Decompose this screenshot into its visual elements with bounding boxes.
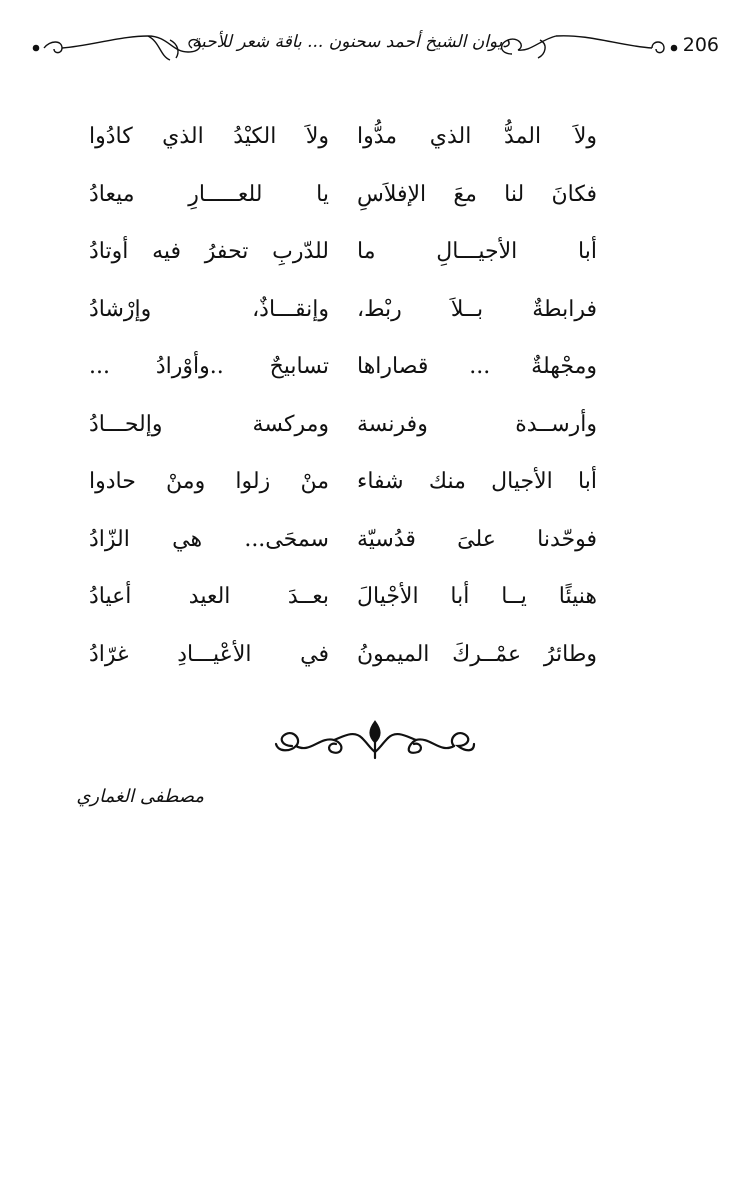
verse [0, 281, 749, 339]
author-signature: مصطفى الغماري [76, 786, 204, 807]
verse-second-hemistich: يا للعـــــارِ ميعادُ [89, 181, 329, 207]
verse-second-hemistich: للدّربِ تحفرُ فيه أوتادُ [89, 239, 329, 264]
running-title: ديوان الشيخ أحمد سحنون ... باقة شعر للأحبة [191, 32, 510, 52]
verse-second-hemistich: في الأعْيـــادِ غرّادُ [89, 641, 329, 667]
verse [0, 626, 749, 684]
verse [0, 108, 749, 166]
verse [0, 166, 749, 224]
verse-first-hemistich: ولاَ المدُّ الذي مدُّوا [357, 124, 597, 149]
verse [0, 453, 749, 511]
verse-first-hemistich: ومجْهلةٌ ... قصاراها [357, 354, 597, 379]
verse-second-hemistich: ومركسة وإلحـــادُ [89, 411, 329, 437]
verse-second-hemistich: منْ زلوا ومنْ حادوا [89, 469, 329, 494]
verse-second-hemistich: بعــدَ العيد أعيادُ [89, 584, 329, 609]
fleuron-divider-icon [270, 718, 480, 768]
verse-first-hemistich: أبا الأجيـــالِ ما [357, 239, 597, 264]
verse-first-hemistich: أبا الأجيال منك شفاء [357, 469, 597, 494]
verse-second-hemistich: تسابيحٌ ..وأوْرادُ ... [89, 354, 329, 379]
verse-second-hemistich: ولاَ الكيْدُ الذي كادُوا [89, 124, 329, 149]
verse-first-hemistich: فرابطةٌ بــلاَ ربْط، [357, 296, 597, 322]
verse [0, 396, 749, 454]
verse-second-hemistich: سمحَى... هي الزّادُ [89, 526, 329, 552]
verse-second-hemistich: وإنقـــاذٌ، وإرْشادُ [89, 296, 329, 322]
poem [0, 108, 749, 683]
verse-first-hemistich: فكانَ لنا معَ الإفلاَسِ [357, 181, 597, 207]
verse [0, 338, 749, 396]
verse [0, 223, 749, 281]
verse-first-hemistich: وأرســدة وفرنسة [357, 411, 597, 437]
page-header [0, 22, 749, 72]
verse-first-hemistich: هنيئًا يــا أبا الأجْيالَ [357, 584, 597, 609]
verse-first-hemistich: فوحّدنا علىَ قدُسيّة [357, 526, 597, 552]
verse [0, 568, 749, 626]
page-number: 206 [682, 34, 719, 56]
verse-first-hemistich: وطائرُ عمْــركَ الميمونُ [357, 641, 597, 667]
verse [0, 511, 749, 569]
